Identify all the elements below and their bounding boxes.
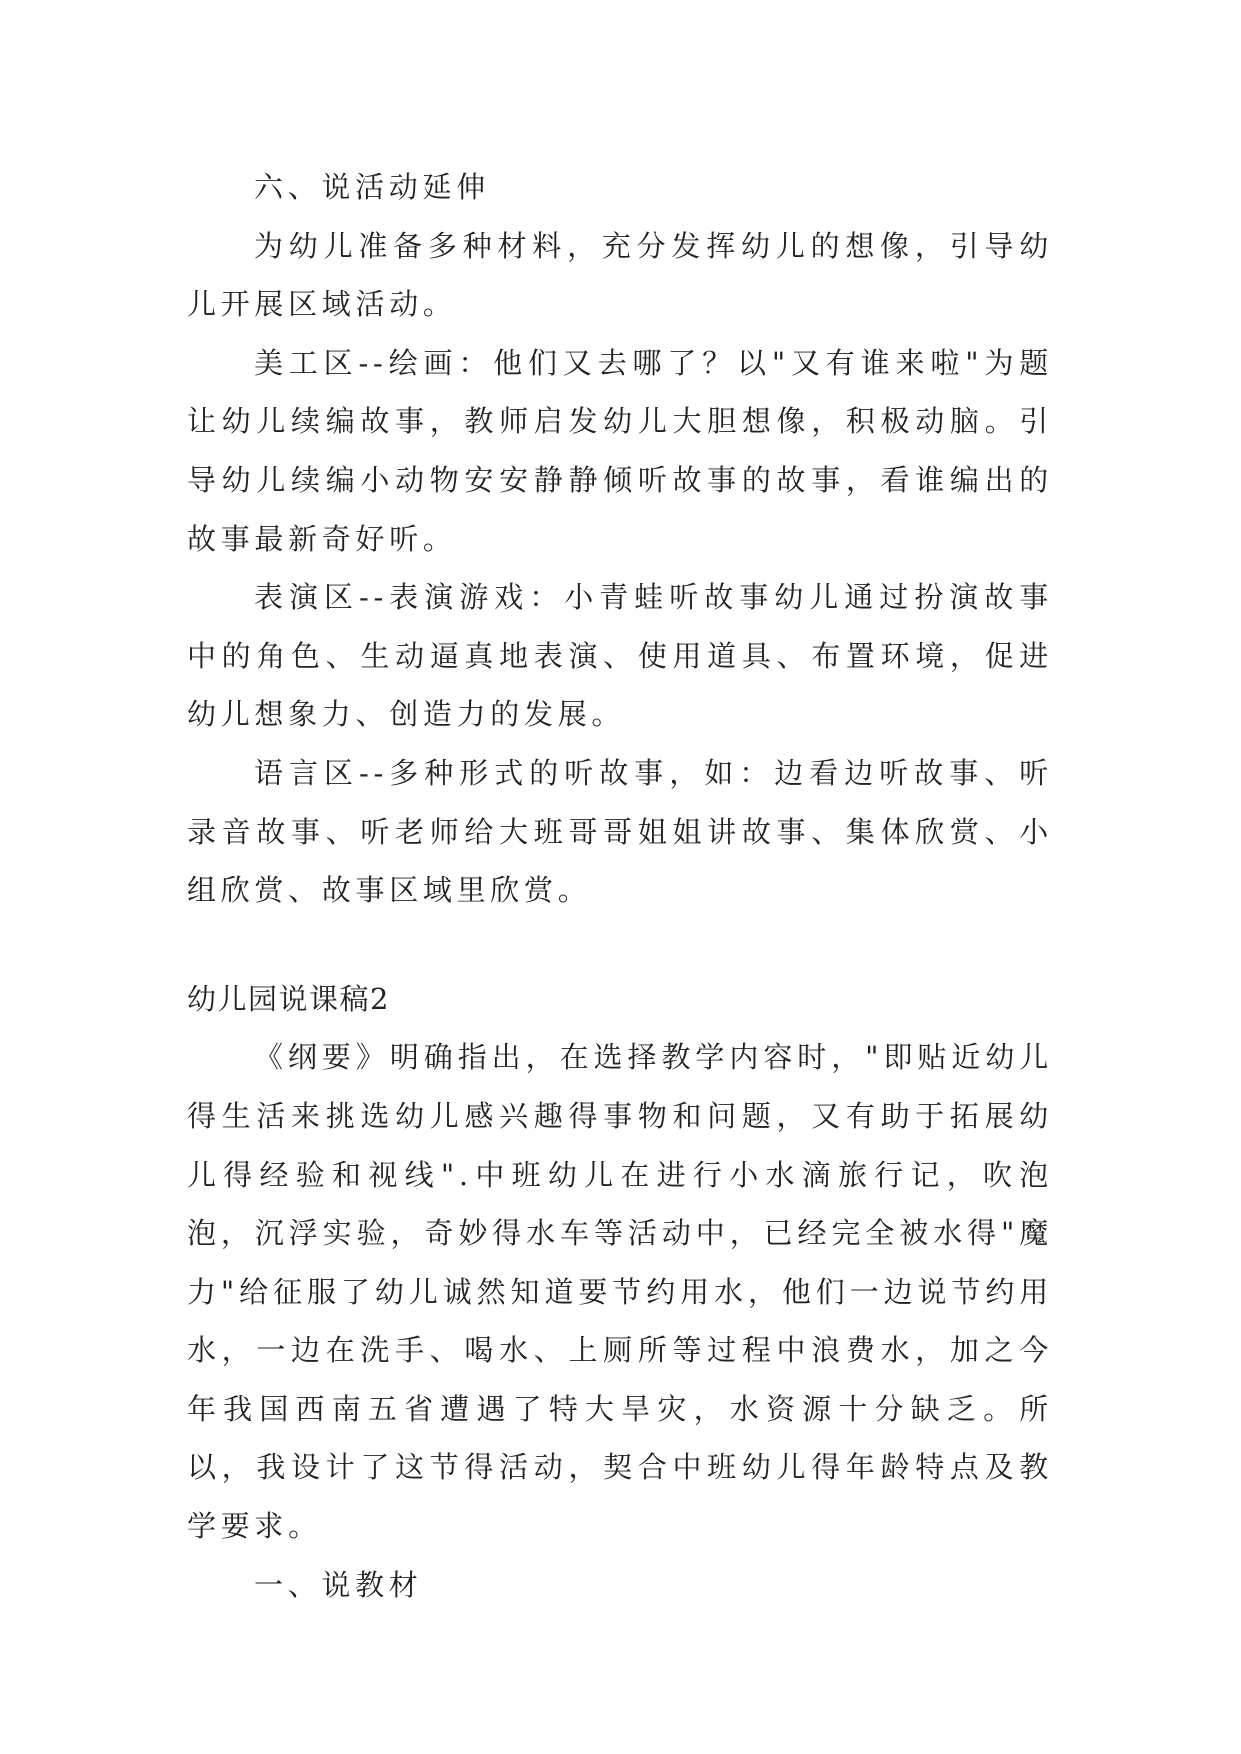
paragraph-performance-area: 表演区--表演游戏：小青蛙听故事幼儿通过扮演故事中的角色、生动逼真地表演、使用道具、布置环境，促进幼儿想象力、创造力的发展。 (187, 580, 1053, 732)
section-heading-activity-extension: 六、说活动延伸 (254, 170, 490, 204)
document-body (187, 158, 1053, 1614)
paragraph-outline-quote: 《纲要》明确指出，在选择教学内容时，"即贴近幼儿得生活来挑选幼儿感兴趣得事物和问题，又有助于拓展幼儿得经验和视线".中班幼儿在进行小水滴旅行记，吹泡泡，沉浮实验，奇妙得水车等活动中，已经完全被水得"魔力"给征服了幼儿诚然知道要节约用水，他们一边说节约用水，一边在洗手、喝水、上厕所等过程中浪费水，加之今年我国西南五省遭遇了特大旱灾，水资源十分缺乏。所以，我设计了这节得活动，契合中班幼儿得年龄特点及教学要求。 (187, 1040, 1053, 1544)
paragraph-materials-intro: 为幼儿准备多种材料，充分发挥幼儿的想像，引导幼儿开展区域活动。 (187, 228, 1053, 322)
paragraph-art-area: 美工区--绘画：他们又去哪了？以"又有谁来啦"为题让幼儿续编故事，教师启发幼儿大胆想像，积极动脑。引导幼儿续编小动物安安静静倾听故事的故事，看谁编出的故事最新奇好听。 (187, 345, 1053, 556)
section-heading-teaching-material: 一、说教材 (254, 1567, 423, 1602)
paragraph-language-area: 语言区--多种形式的听故事，如：边看边听故事、听录音故事、听老师给大班哥哥姐姐讲故事、集体欣赏、小组欣赏、故事区域里欣赏。 (187, 755, 1053, 908)
document-section-title: 幼儿园说课稿2 (187, 981, 390, 1016)
